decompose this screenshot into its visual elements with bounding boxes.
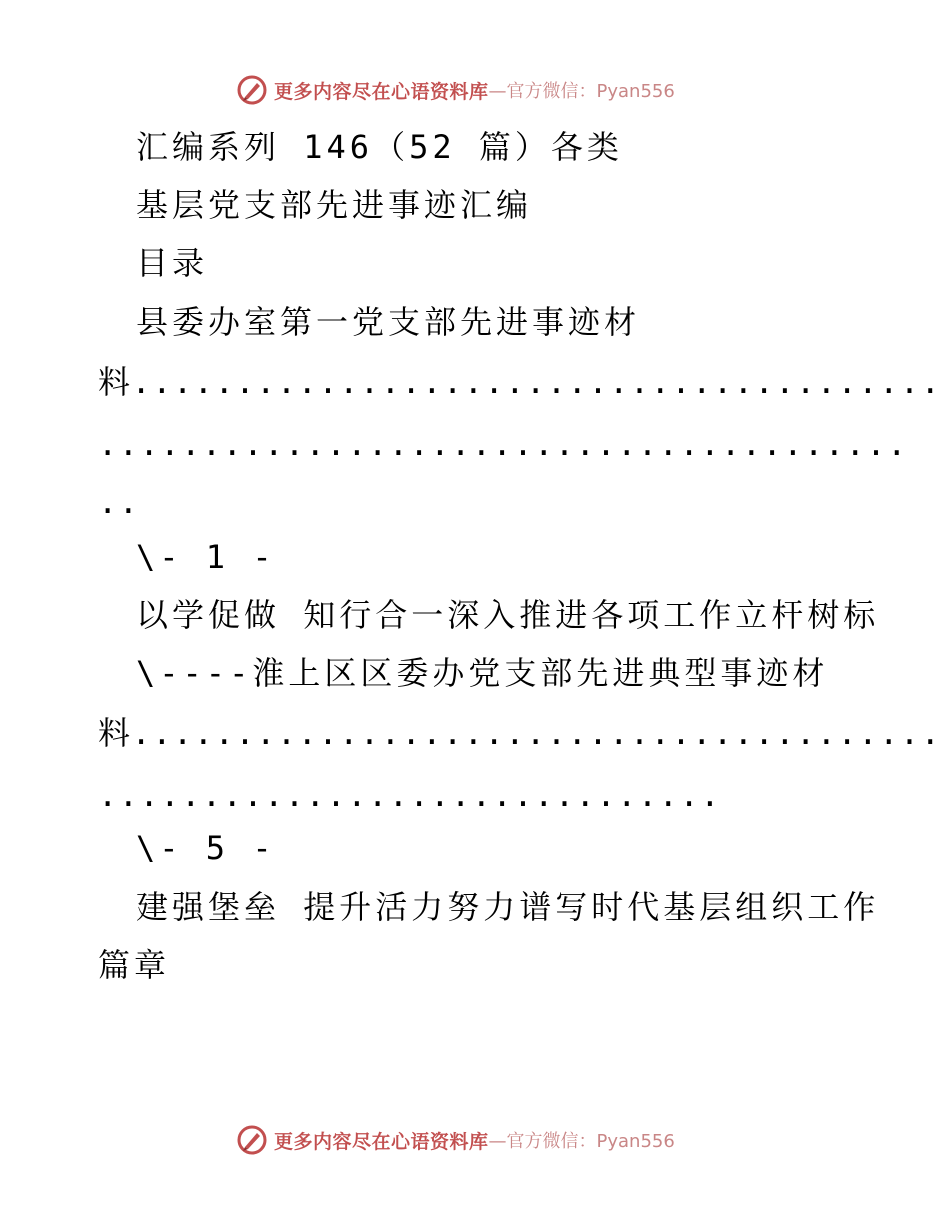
doc-title-main: 基层党支部先进事迹汇编 [136, 186, 533, 224]
footer-watermark [236, 1123, 675, 1157]
toc-entry-2-page: \- 5 - [136, 829, 276, 867]
toc-heading: 目录 [136, 244, 209, 282]
watermark-text: 更多内容尽在心语资料库 [274, 1130, 489, 1153]
toc-entry-2-title: 以学促做 知行合一深入推进各项工作立杆树标 [136, 596, 880, 634]
toc-entry-1-title: 县委办室第一党支部先进事迹材 [136, 303, 641, 341]
pen-logo-icon [236, 74, 268, 106]
toc-entry-2-subtitle: \----淮上区区委办党支部先进典型事迹材 [136, 654, 829, 692]
watermark-text: 更多内容尽在心语资料库 [274, 80, 489, 103]
pen-logo-icon [236, 1124, 268, 1156]
toc-entry-1-leader-end: .. [98, 483, 140, 521]
toc-entry-1-page: \- 1 - [136, 538, 276, 576]
doc-title-series: 汇编系列 146（52 篇）各类 [136, 128, 623, 166]
toc-entry-1-leader: 料....................................... [98, 363, 942, 401]
watermark-sub: —官方微信：Pyan556 [488, 1131, 675, 1152]
toc-entry-1-leader-cont: ....................................... [98, 425, 908, 463]
header-watermark [236, 73, 675, 107]
toc-entry-2-leader: 料....................................... [98, 714, 942, 752]
toc-entry-3-title: 建强堡垒 提升活力努力谱写时代基层组织工作 [136, 888, 880, 926]
watermark-sub: —官方微信：Pyan556 [488, 81, 675, 102]
toc-entry-2-leader-cont: .............................. [98, 776, 721, 814]
toc-entry-3-title-cont: 篇章 [98, 946, 171, 984]
